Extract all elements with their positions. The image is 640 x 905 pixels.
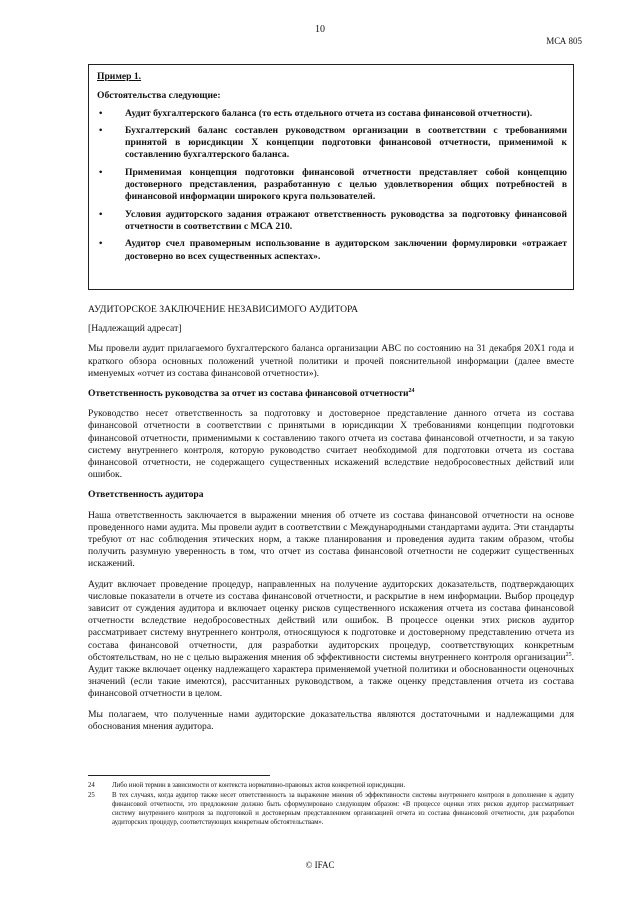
footnotes bbox=[88, 781, 574, 828]
list-item: • Аудитор счел правомерным использование в аудиторском заключении формулировки «отражает достоверно во всех существенных аспектах». bbox=[97, 238, 567, 263]
footnote-ref-25[interactable]: 25 bbox=[565, 651, 572, 658]
addressee: [Надлежащий адресат] bbox=[88, 323, 182, 335]
list-item: • Условия аудиторского задания отражают ответственность руководства за подготовку финансовой отчетности в соответствии с МСА 210. bbox=[97, 209, 567, 234]
auditor-paragraph-2 bbox=[88, 579, 574, 701]
footnote-ref-24[interactable]: 24 bbox=[408, 387, 415, 394]
report-body bbox=[88, 304, 574, 741]
copyright-footer: © IFAC bbox=[305, 860, 335, 870]
footnote-number: 25 bbox=[88, 792, 95, 799]
management-heading-text: Ответственность руководства за отчет из состава финансовой отчетности bbox=[88, 388, 409, 400]
document-code: МСА 805 bbox=[546, 36, 582, 46]
footnote-divider bbox=[88, 775, 270, 776]
page-number: 10 bbox=[315, 24, 325, 35]
intro-paragraph: Мы провели аудит прилагаемого бухгалтерского баланса организации ABC по состоянию на 31 декабря 20X1 года и краткого обзора основных положений учетной политики и прочей пояснительной информации (далее вместе именуемых «отчет из состава финансовой отчетности»). bbox=[88, 343, 574, 379]
footnote-text: Либо иной термин в зависимости от контекста нормативно-правовых актов конкретной юрисдикции. bbox=[112, 782, 406, 789]
example-intro: Обстоятельства следующие: bbox=[97, 90, 221, 102]
list-item: • Бухгалтерский баланс составлен руководством организации в соответствии с требованиями принятой в юрисдикции X концепции подготовки финансовой отчетности, применимой к составлению бухгалтерского баланса. bbox=[97, 125, 567, 162]
list-item: • Аудит бухгалтерского баланса (то есть отдельного отчета из состава финансовой отчетности). bbox=[97, 108, 567, 120]
auditor-paragraph-2a: Аудит включает проведение процедур, направленных на получение аудиторских доказательств, подтверждающих числовые показатели в отчете из состава финансовой отчетности, и раскрытие в нем информации. Выбор процедур зависит от суждения аудитора и включает оценку рисков существенного искажения отчета из состава финансовой отчетности вследствие недобросовестных действий или ошибок. В процессе оценки этих рисков аудитор рассматривает систему внутреннего контроля, относящуюся к подготовке и достоверному представлению отчета из состава финансовой отчетности, для разработки аудиторских процедур, соответствующих конкретным обстоятельствам, но не с целью выражения мнения об эффективности системы внутреннего контроля организации bbox=[88, 578, 574, 663]
auditor-paragraph-1: Наша ответственность заключается в выражении мнения об отчете из состава финансовой отчетности на основе проведенного нами аудита. Мы провели аудит в соответствии с Международными стандартами аудита. Эти стандарты требуют от нас соблюдения этических норм, а также планирования и проведения аудита таким образом, чтобы получить разумную уверенность в том, что отчет из состава финансовой отчетности не содержит существенных искажений. bbox=[88, 509, 574, 570]
auditor-heading: Ответственность аудитора bbox=[88, 489, 204, 501]
management-heading bbox=[88, 388, 574, 400]
auditor-paragraph-3: Мы полагаем, что полученные нами аудиторские доказательства являются достаточными и надлежащими для обоснования мнения аудитора. bbox=[88, 708, 574, 732]
auditor-paragraph-2b: . Аудит также включает оценку надлежащего характера применяемой учетной политики и обоснованности оценочных значений (если такие имеются), рассчитанных руководством, а также оценку представления отчета из состава финансовой отчетности в целом. bbox=[88, 651, 574, 700]
footnote-25 bbox=[88, 791, 574, 827]
circumstances-list bbox=[97, 108, 567, 263]
example-box bbox=[88, 64, 574, 290]
list-item: • Применимая концепция подготовки финансовой отчетности представляет собой концепцию достоверного представления, разработанную с целью удовлетворения общих потребностей в финансовой информации широкого круга пользователей. bbox=[97, 167, 567, 204]
management-paragraph: Руководство несет ответственность за подготовку и достоверное представление данного отчета из состава финансовой отчетности в соответствии с принятыми в юрисдикции X требованиями концепции подготовки финансовой отчетности, применимыми к составлению такого отчета из состава финансовой отчетности, и за такую систему внутреннего контроля, которую руководство считает необходимой для подготовки отчета из состава финансовой отчетности, не содержащего существенных искажений вследствие недобросовестных действий или ошибок. bbox=[88, 408, 574, 481]
footnote-number: 24 bbox=[88, 782, 95, 789]
example-title: Пример 1. bbox=[97, 71, 142, 82]
footnote-text: В тех случаях, когда аудитор также несет ответственность за выражение мнения об эффективности системы внутреннего контроля в дополнение к аудиту финансовой отчетности, это предложение должно быть сформулировано следующим образом: «В процессе оценки этих рисков аудитор рассматривает систему внутреннего контроля за подготовкой и достоверным представлением организацией отчета из состава финансовой отчетности, для разработки аудиторских процедур, соответствующих конкретным обстоятельствам». bbox=[112, 792, 574, 826]
footnote-24 bbox=[88, 781, 574, 790]
report-title: АУДИТОРСКОЕ ЗАКЛЮЧЕНИЕ НЕЗАВИСИМОГО АУДИТОРА bbox=[88, 304, 359, 315]
